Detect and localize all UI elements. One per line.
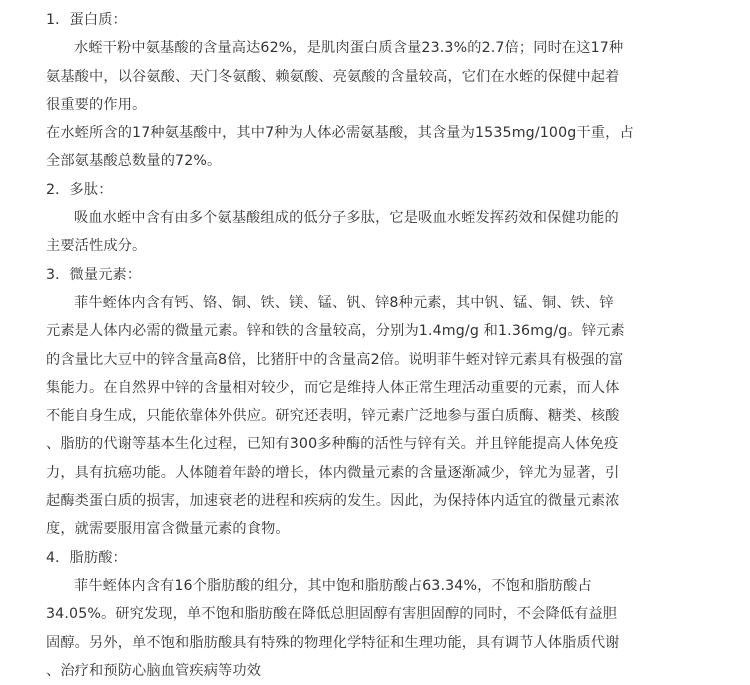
section-heading-trace-elements: 3．微量元素： [46,266,142,283]
paragraph-line: 固醇。另外，单不饱和脂肪酸具有特殊的物理化学特征和生理功能，具有调节人体脂质代谢 [46,634,620,651]
paragraph-line: 氨基酸中，以谷氨酸、天门冬氨酸、赖氨酸、亮氨酸的含量较高，它们在水蛭的保健中起着 [46,68,620,85]
paragraph-line: 度，就需要服用富含微量元素的食物。 [46,521,290,538]
section-heading-peptide: 2．多肽： [46,181,113,198]
paragraph-line: 主要活性成分。 [46,238,147,255]
paragraph-line: 菲牛蛭体内含有16个脂肪酸的组分，其中饱和脂肪酸占63.34%，不饱和脂肪酸占 [74,577,592,594]
paragraph-line: 、治疗和预防心脑血管疾病等功效 [46,662,262,679]
paragraph-line: 、脂肪的代谢等基本生化过程，已知有300多种酶的活性与锌有关。并且锌能提高人体免疫 [46,436,619,453]
section-heading-fatty-acids: 4．脂肪酸： [46,549,127,566]
paragraph-line: 水蛭干粉中氨基酸的含量高达62%，是肌肉蛋白质含量23.3%的2.7倍；同时在这17种 [74,40,624,57]
paragraph-line: 菲牛蛭体内含有钙、铬、铜、铁、镁、锰、钒、锌8种元素，其中钒、锰、铜、铁、锌 [74,294,614,311]
paragraph-line: 集能力。在自然界中锌的含量相对较少，而它是维持人体正常生理活动重要的元素，而人体 [46,379,620,396]
paragraph-line: 在水蛭所含的17种氨基酸中，其中7种为人体必需氨基酸，其含量为1535mg/100g干重，占 [46,125,634,142]
paragraph-line: 的含量比大豆中的锌含量高8倍，比猪肝中的含量高2倍。说明菲牛蛭对锌元素具有极强的富 [46,351,624,368]
paragraph-line: 吸血水蛭中含有由多个氨基酸组成的低分子多肽，它是吸血水蛭发挥药效和保健功能的 [74,210,619,227]
paragraph-line: 力，具有抗癌功能。人体随着年龄的增长，体内微量元素的含量逐渐减少，锌尤为显著，引 [46,464,620,481]
paragraph-line: 34.05%。研究发现，单不饱和脂肪酸在降低总胆固醇有害胆固醇的同时，不会降低有益胆 [46,606,618,623]
paragraph-line: 全部氨基酸总数量的72%。 [46,153,222,170]
paragraph-line: 很重要的作用。 [46,96,147,113]
section-heading-protein: 1．蛋白质： [46,12,127,28]
paragraph-line: 元素是人体内必需的微量元素。锌和铁的含量较高，分别为1.4mg/g 和1.36mg/g。锌元素 [46,323,625,340]
paragraph-line: 起酶类蛋白质的损害，加速衰老的进程和疾病的发生。因此，为保持体内适宜的微量元素浓 [46,493,620,510]
paragraph-line: 不能自身生成，只能依靠体外供应。研究还表明，锌元素广泛地参与蛋白质酶、糖类、核酸 [46,408,620,425]
